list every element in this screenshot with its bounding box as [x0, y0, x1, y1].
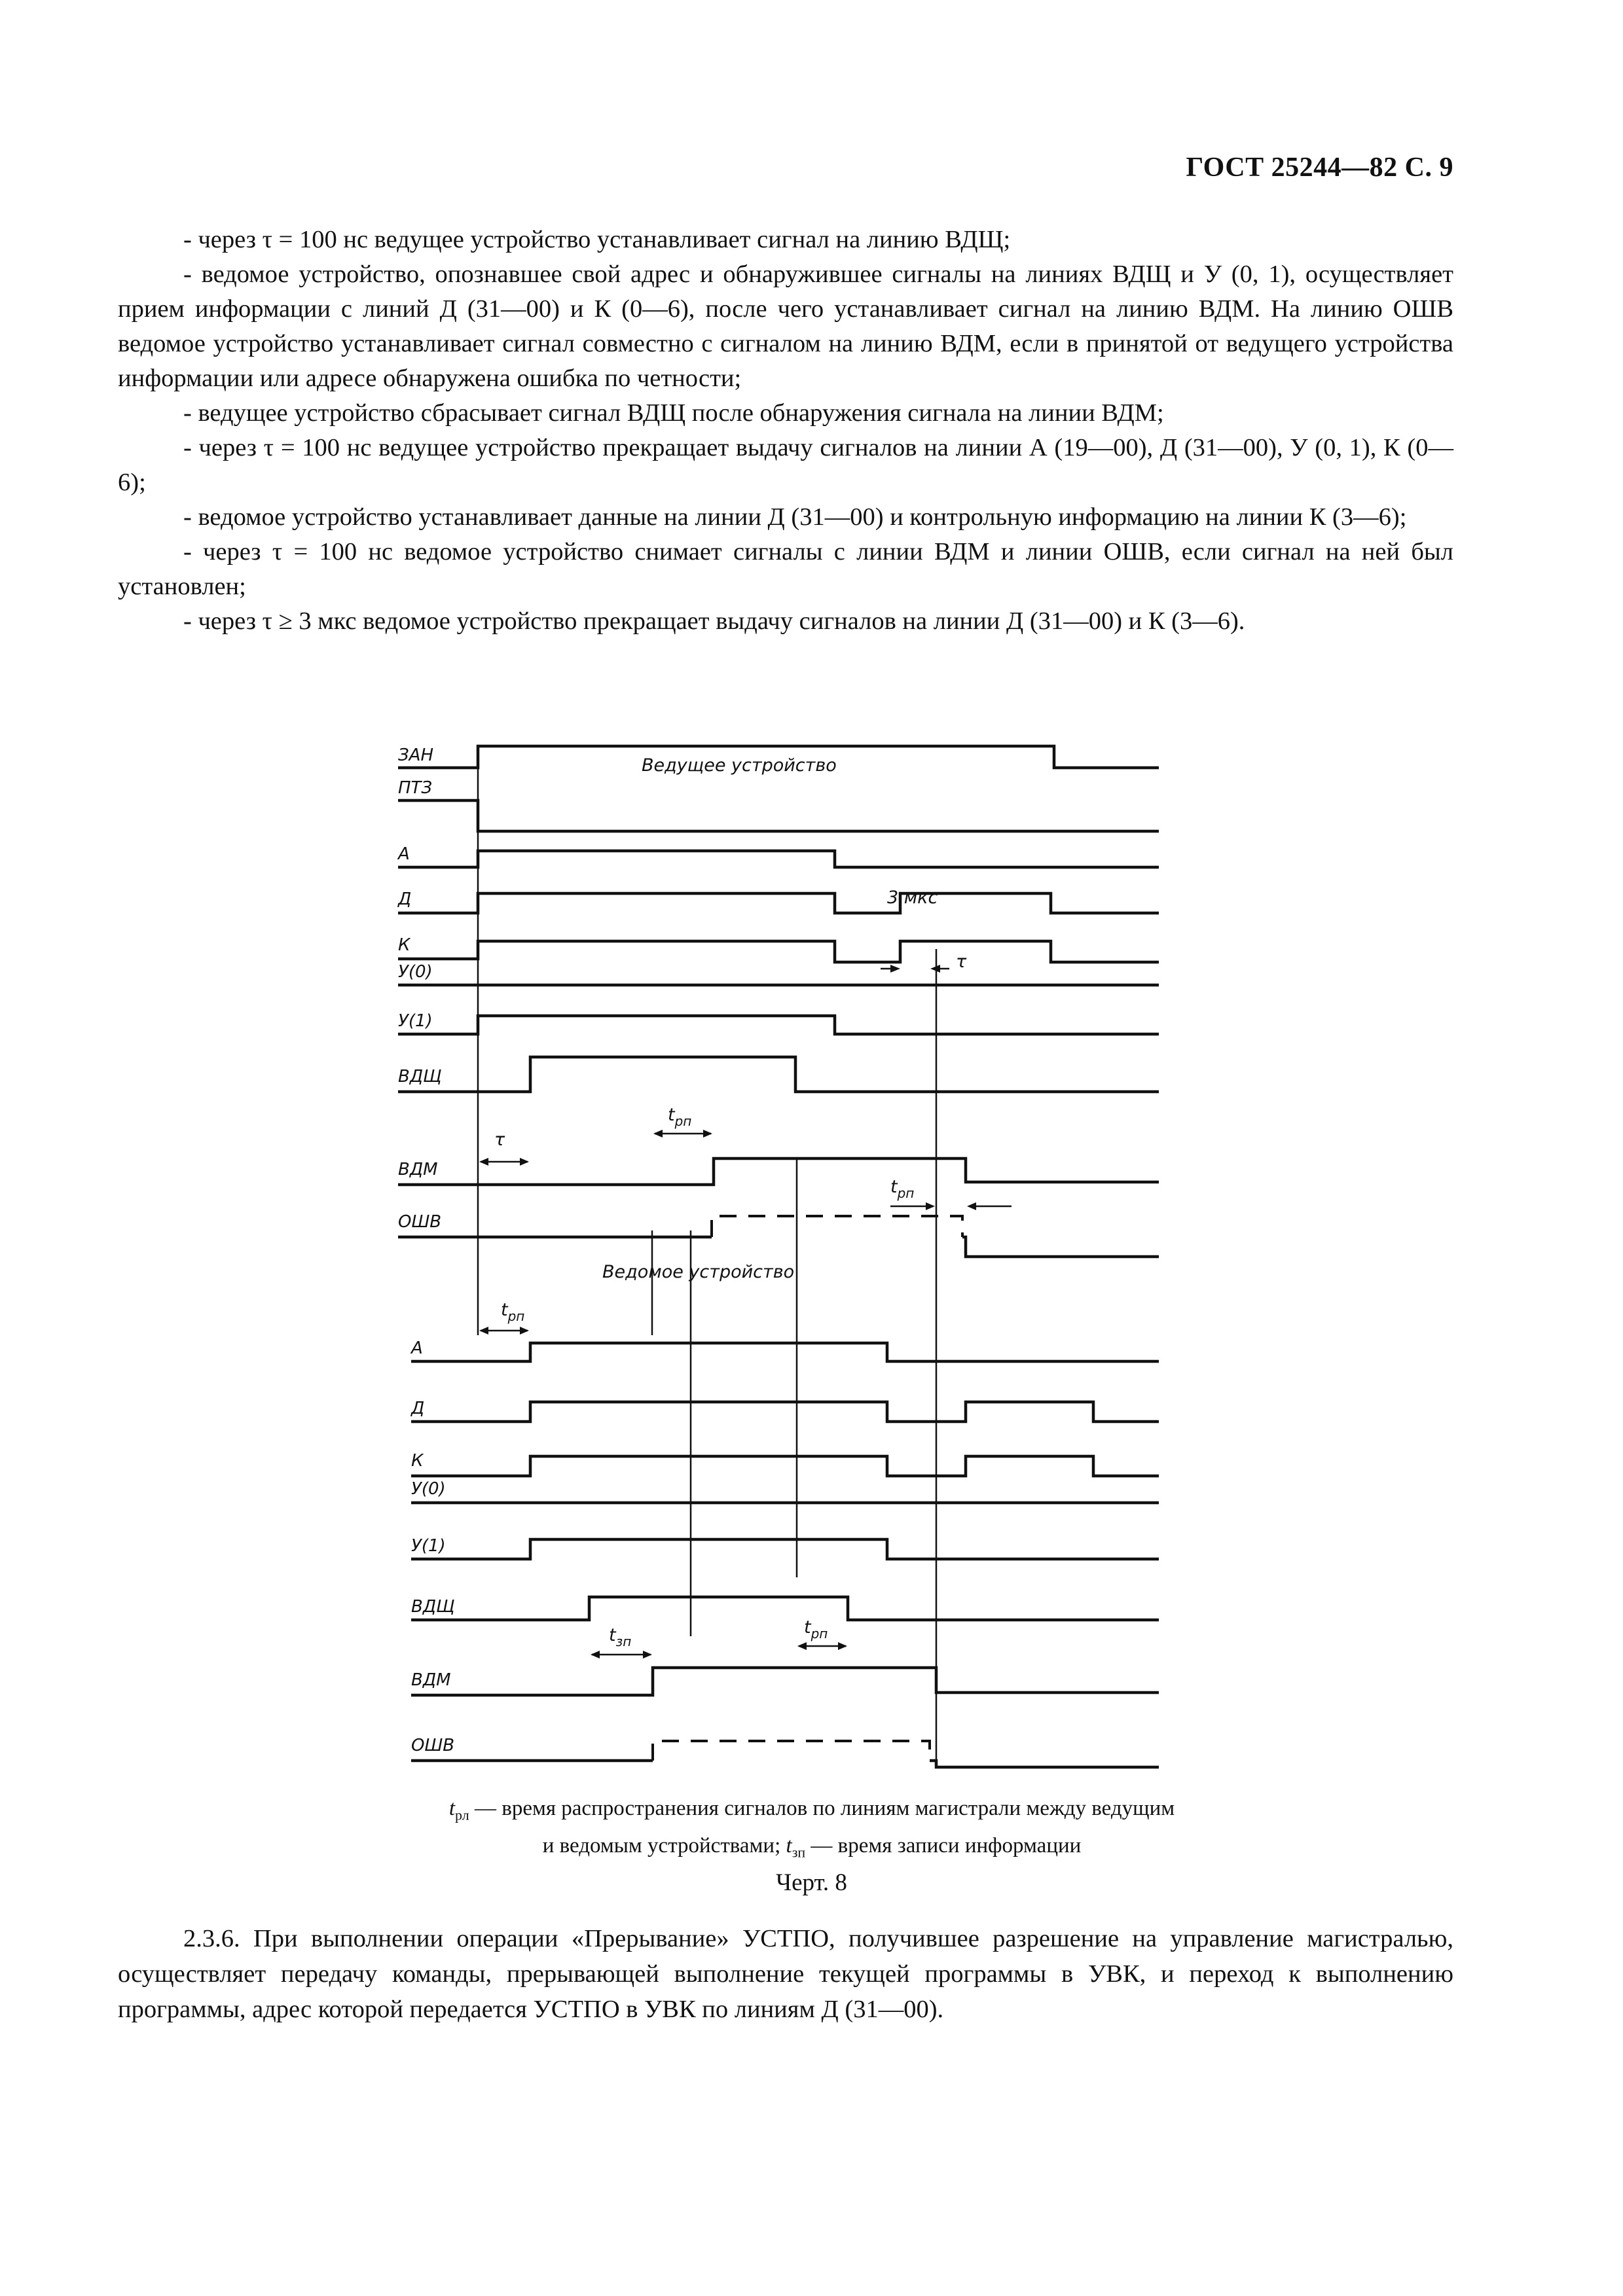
label-oshv: ОШВ: [398, 1212, 442, 1232]
list-item: - ведомое устройство устанавливает данные на линии Д (31—00) и контрольную информацию на линии К (3—6);: [183, 503, 1407, 531]
arrow-head: [520, 1158, 529, 1166]
t-rp-label-1: [668, 1105, 691, 1129]
list-item: - ведомое устройство, опознавшее свой адрес и обнаружившее сигналы на линиях ВДЩ и У (0, 1), осуществляет прием информации с линий Д (31—00) и К (0—6), после чего устанавливает сигнал на линию ВДМ. На линию ОШВ ведомое устройство устанавливает сигнал совместно с сигналом на линию ВДМ, если в принятой от ведущего устройства информации или адресе обнаружена ошибка по четности;: [118, 260, 1453, 392]
arrow-head: [967, 1202, 976, 1210]
slave-label-vdsh: ВДЩ: [411, 1597, 455, 1617]
label-d: Д: [398, 889, 412, 909]
list-item: - ведущее устройство сбрасывает сигнал ВДЩ после обнаружения сигнала на линии ВДМ;: [183, 399, 1164, 427]
master-title: Ведущее устройство: [642, 755, 837, 776]
wave-vdsh: [398, 1057, 1159, 1092]
list-item: - через τ = 100 нс ведущее устройство устанавливает сигнал на линию ВДЩ;: [183, 226, 1011, 253]
wave-oshv-end: [962, 1237, 1159, 1257]
three-us-label: 3 мкс: [887, 888, 938, 908]
wave-oshv-dashed: [712, 1216, 962, 1237]
tau-label: τ: [956, 952, 967, 972]
arrow-head: [703, 1130, 712, 1138]
slave-label-k: К: [411, 1451, 424, 1471]
svg-text:tзп: $t_{зп}$: [609, 1625, 632, 1649]
slave-title: Ведомое устройство: [602, 1262, 795, 1282]
t-rp-label-4: [804, 1617, 828, 1641]
slave-wave-d: [411, 1402, 1159, 1422]
svg-text:tрп: $t_{рп}$: [890, 1177, 915, 1201]
label-a: А: [398, 844, 410, 864]
label-vdm: ВДМ: [398, 1160, 438, 1179]
svg-text:tрп: $t_{рп}$: [804, 1617, 828, 1641]
label-ptz: ПТЗ: [398, 778, 433, 798]
slave-wave-k: [411, 1456, 1159, 1476]
arrow-head: [926, 1202, 935, 1210]
slave-wave-oshv-dashed: [653, 1741, 930, 1761]
slave-wave-u1: [411, 1539, 1159, 1559]
paragraph-2-3-6: [118, 1921, 1453, 2027]
label-u1: У(1): [398, 1011, 433, 1031]
slave-wave-a: [411, 1343, 1159, 1361]
slave-wave-vdm: [411, 1668, 1159, 1695]
arrow-head: [838, 1642, 847, 1650]
label-vdsh: ВДЩ: [398, 1067, 442, 1086]
t-rp-label-3: [501, 1300, 524, 1324]
figure-caption: $t_{рл}$ — время распространения сигналов по линиям магистрали между ведущим и ведомым устройствами; $t_{зп}$ — время записи информации: [448, 1797, 1175, 1861]
t-zp-label: [609, 1625, 631, 1649]
arrow-head: [890, 965, 900, 973]
slave-label-oshv: ОШВ: [411, 1736, 455, 1755]
steps-list: [118, 223, 1453, 639]
timing-diagram: [367, 733, 1165, 1774]
page-header: ГОСТ 25244—82 С. 9: [1186, 152, 1453, 183]
svg-text:tрп: $t_{рп}$: [668, 1105, 692, 1129]
label-k: К: [398, 935, 410, 955]
arrow-head: [479, 1327, 488, 1335]
slave-label-u0: У(0): [411, 1479, 446, 1499]
svg-text:tрп: $t_{рп}$: [501, 1300, 525, 1324]
list-item: - через τ = 100 нс ведущее устройство прекращает выдачу сигналов на линии А (19—00), Д (31—00), У (0, 1), К (0—6);: [118, 434, 1453, 496]
wave-a: [398, 851, 1159, 867]
label-zan: ЗАН: [398, 745, 434, 765]
tau-label-2: τ: [494, 1130, 505, 1150]
arrow-head: [930, 965, 940, 973]
arrow-head: [797, 1642, 807, 1650]
slave-wave-vdsh: [411, 1597, 1159, 1620]
slave-label-a: А: [411, 1338, 423, 1358]
slave-wave-oshv-end: [930, 1761, 1159, 1767]
wave-k: [398, 941, 1159, 962]
slave-label-u1: У(1): [411, 1536, 446, 1556]
label-u0: У(0): [398, 962, 433, 982]
list-item: - через τ ≥ 3 мкс ведомое устройство прекращает выдачу сигналов на линии Д (31—00) и К (3—6).: [183, 607, 1245, 635]
slave-label-d: Д: [411, 1399, 425, 1418]
arrow-head: [643, 1651, 652, 1659]
arrow-head: [520, 1327, 529, 1335]
arrow-head: [479, 1158, 488, 1166]
paragraph-text: 2.3.6. При выполнении операции «Прерывание» УСТПО, получившее разрешение на управление магистралью, осуществляет передачу команды, прерывающей выполнение текущей программы в УВК, и переход к выполнению программы, адрес которой передается УСТПО в УВК по линиям Д (31—00).: [118, 1925, 1453, 2023]
arrow-head: [653, 1130, 663, 1138]
slave-label-vdm: ВДМ: [411, 1670, 451, 1690]
figure-label: Черт. 8: [776, 1869, 847, 1896]
t-rp-label-2: [890, 1177, 914, 1201]
arrow-head: [591, 1651, 600, 1659]
wave-ptz: [398, 800, 1159, 831]
wave-u1: [398, 1016, 1159, 1034]
list-item: - через τ = 100 нс ведомое устройство снимает сигналы с линии ВДМ и линии ОШВ, если сигнал на ней был установлен;: [118, 538, 1453, 600]
wave-d: [398, 893, 1159, 913]
